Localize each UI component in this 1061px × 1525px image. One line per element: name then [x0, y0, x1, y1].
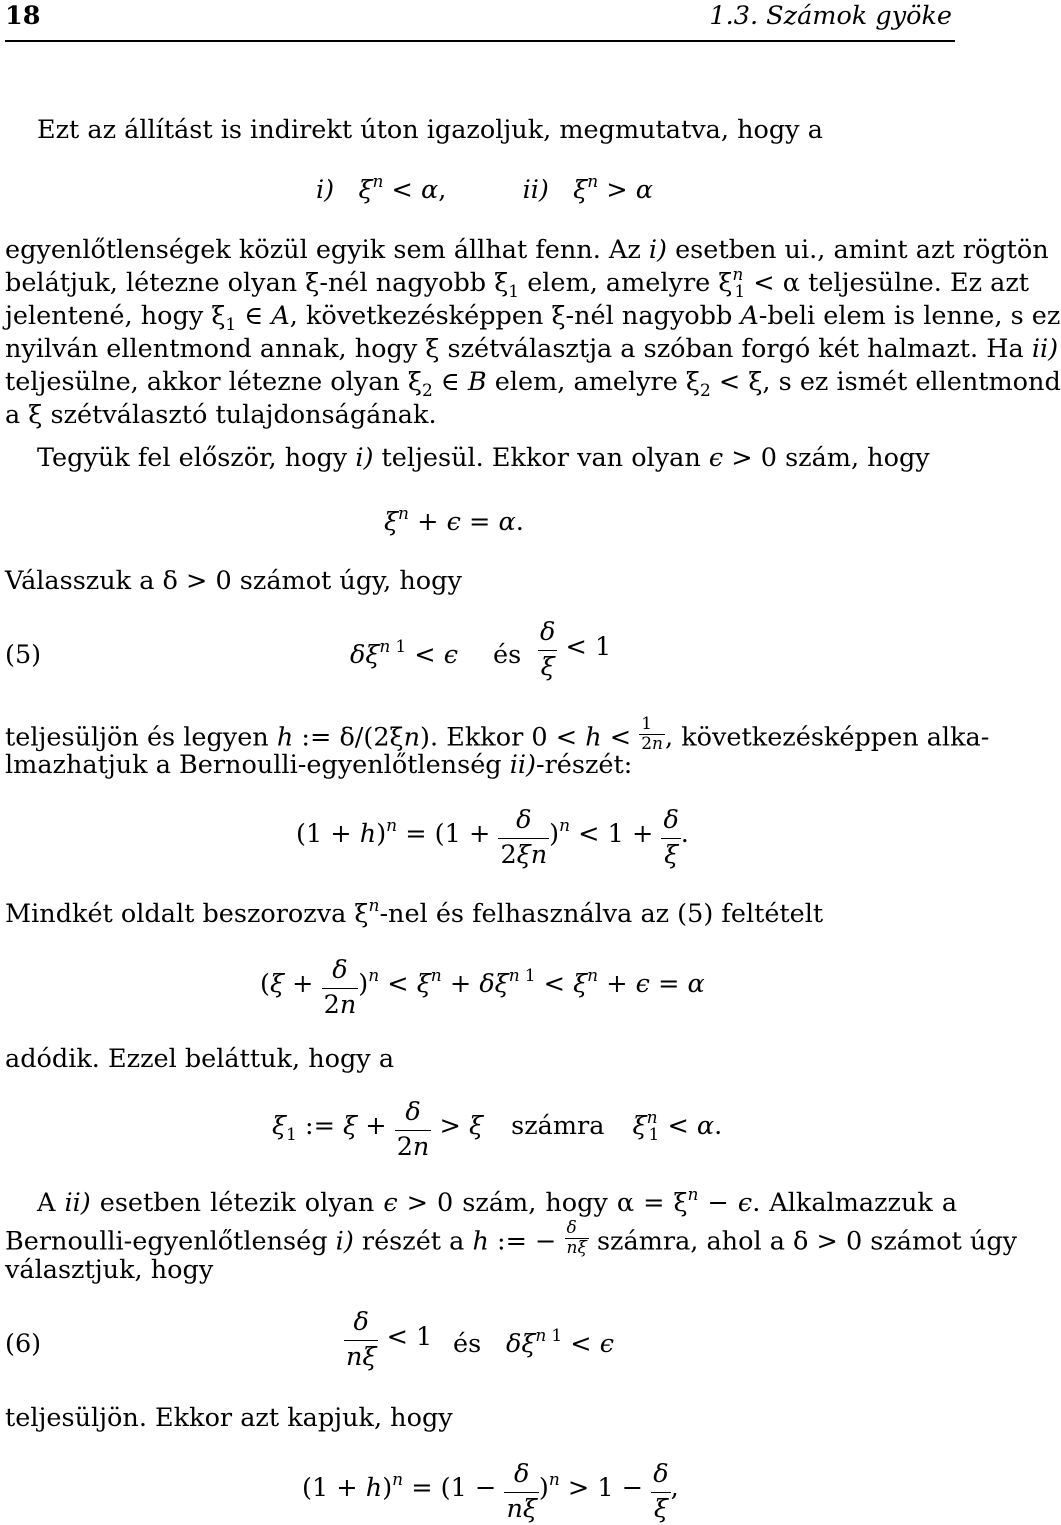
equation-and: és	[453, 1329, 482, 1359]
equation-5-left: $\delta\xi^n$ $^1$ < ϵ	[350, 637, 459, 670]
equation-bernoulli-1: $(1 + h)^n = (1$ + $\frac{\delta}{2\xi n}$ )$^n$ < 1 + $\frac{\delta}{\xi}$ .	[296, 805, 689, 870]
equation-bernoulli-2: $(1 + h)^n = (1$ − $\frac{\delta}{n\xi}$ )$^n$ > 1 − $\frac{\delta}{\xi}$ ,	[302, 1459, 679, 1524]
paragraph-line: teljesülne, akkor létezne olyan $\xi_2$ ∈ B elem, amelyre $\xi_2 < \xi$, s ez ismét ellentmond	[5, 367, 1061, 401]
paragraph-line: belátjuk, létezne olyan ξ-nél nagyobb $\xi_1$ elem, amelyre $\xi^n_1 < \alpha$ teljesülne. Ez azt	[5, 265, 1029, 302]
equation-result: $\xi_1$ := ξ + $\frac{\delta}{2n}$ > ξ számra $\xi^n_1 < \alpha$.	[272, 1097, 723, 1162]
case-ii-label: ii)	[522, 175, 549, 205]
paragraph-line: Tegyük fel először, hogy i) teljesül. Ekkor van olyan ϵ > 0 szám, hogy	[37, 443, 930, 473]
header-rule	[5, 40, 955, 42]
paragraph-line: lmazhatjuk a Bernoulli-egyenlőtlenség ii)-részét:	[5, 750, 633, 780]
paragraph-line: Bernoulli-egyenlőtlenség i) részét a h := − $\frac{\delta}{n\xi}$ számra, ahol a δ > 0 számot úgy	[5, 1218, 1018, 1258]
paragraph-line: egyenlőtlenségek közül egyik sem állhat fenn. Az i) esetben ui., amint azt rögtön	[5, 235, 1049, 265]
equation-chain: (ξ + $\frac{\delta}{2n}$ )$^n < \xi^n + \delta\xi^n$ $^1 < \xi^n + \epsilon = \alpha$	[260, 955, 705, 1020]
paragraph-line: A ii) esetben létezik olyan ϵ > 0 szám, hogy $\alpha = \xi^n - \epsilon$. Alkalmazzuk a	[37, 1185, 958, 1218]
equation-label: (5)	[5, 640, 42, 670]
equation-cases: i) $\xi^n < \alpha$, ii) $\xi^n > \alpha$	[316, 172, 653, 205]
paragraph-line: Válasszuk a δ > 0 számot úgy, hogy	[5, 566, 462, 596]
paragraph-line: adódik. Ezzel beláttuk, hogy a	[5, 1044, 395, 1074]
paragraph-line: nyilván ellentmond annak, hogy ξ szétválasztja a szóban forgó két halmazt. Ha ii)	[5, 334, 1059, 364]
equation-and: és	[493, 640, 522, 670]
running-head: 1.3. Számok gyöke	[709, 1, 952, 31]
case-i-label: i)	[316, 175, 335, 205]
paragraph-line: jelentené, hogy $\xi_1$ ∈ A, következésképpen ξ-nél nagyobb A-beli elem is lenne, s ez	[5, 301, 1061, 335]
paragraph-line: választjuk, hogy	[5, 1255, 214, 1285]
equation-label: (6)	[5, 1329, 42, 1359]
equation-epsilon: $\xi^n + \epsilon = \alpha$.	[384, 504, 524, 537]
page-number: 18	[5, 1, 41, 31]
paragraph-line: teljesüljön. Ekkor azt kapjuk, hogy	[5, 1403, 453, 1433]
equation-5-right: $\frac{\delta}{\xi}$ < 1	[540, 617, 612, 682]
paragraph-line: teljesüljön és legyen h := δ/(2ξn). Ekkor 0 < h < $\frac{1}{2n}$ , következésképpen alka-	[5, 714, 990, 754]
paragraph-line: a ξ szétválasztó tulajdonságának.	[5, 400, 437, 430]
equation-6-right: $\delta\xi^n$ $^1$ < ϵ	[506, 1326, 615, 1359]
paragraph-line: Mindkét oldalt beszorozva $\xi^n$-nel és felhasználva az (5) feltételt	[5, 896, 824, 929]
equation-6-left: $\frac{\delta}{n\xi}$ < 1	[346, 1307, 433, 1372]
paragraph-intro: Ezt az állítást is indirekt úton igazoljuk, megmutatva, hogy a	[37, 115, 823, 145]
